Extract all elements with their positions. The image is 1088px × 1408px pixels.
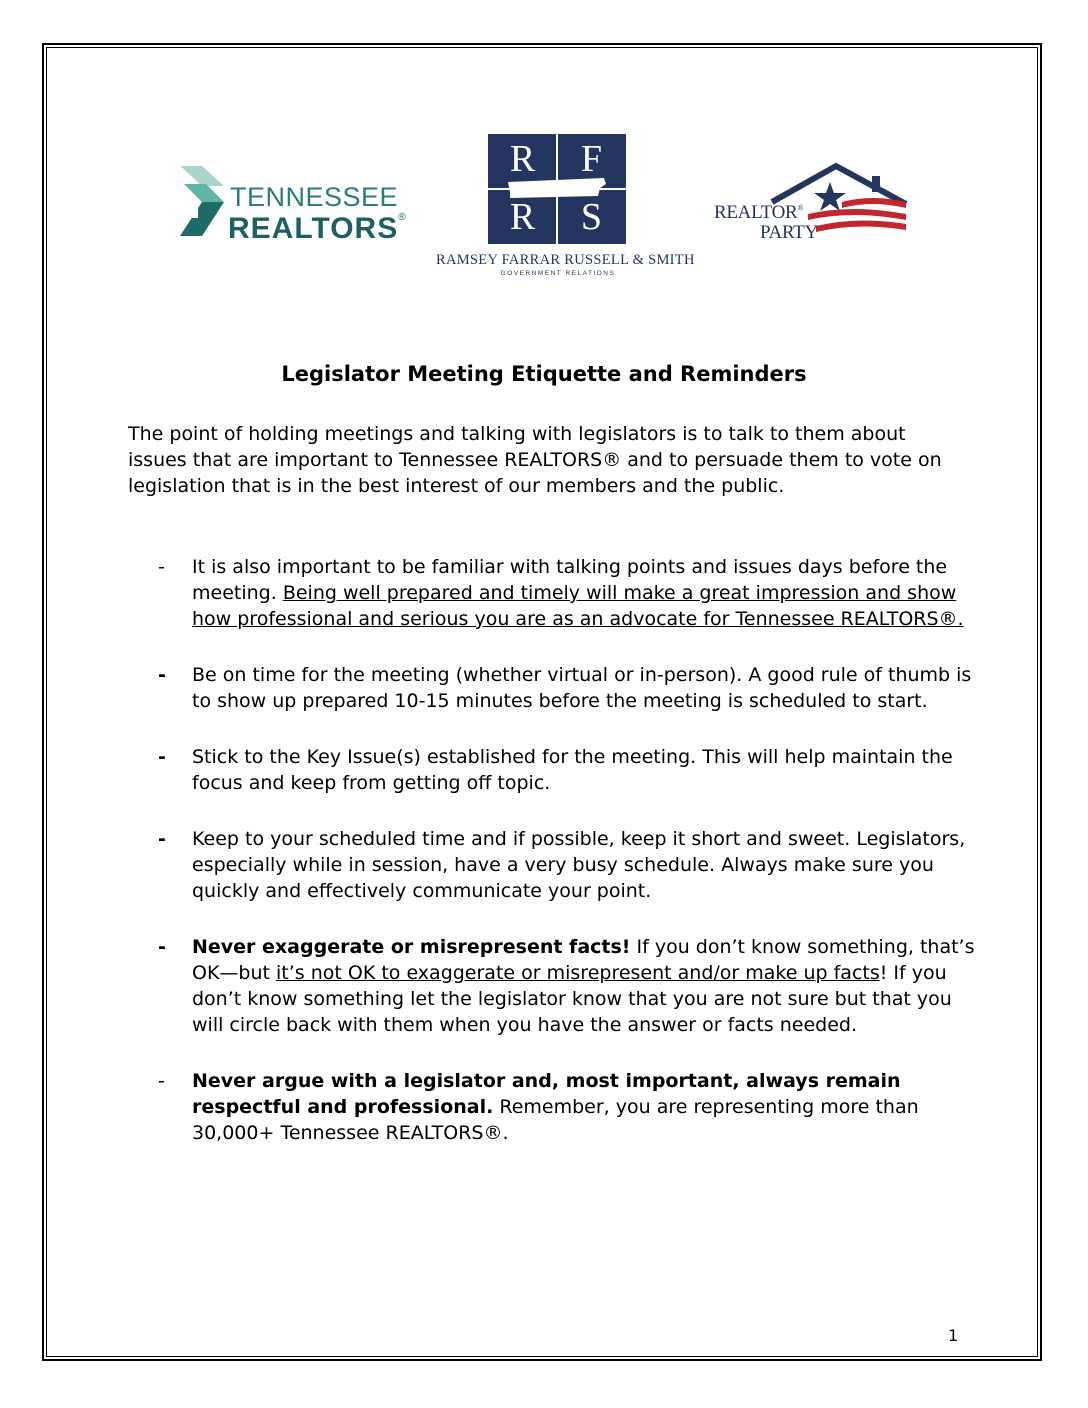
rfrs-letter-s: S <box>580 196 603 238</box>
realtor-party-line2: PARTY <box>760 222 818 243</box>
bullet-text: Be on time for the meeting (whether virtual or in-person). A good rule of thumb is to show up prepared 10-15 minutes before the meeting is scheduled to start. <box>192 664 972 712</box>
bullet-text: If you don’t know something, that’s OK—but <box>192 936 975 984</box>
tennessee-realtors-registered-mark: ® <box>398 212 407 223</box>
list-item <box>158 554 978 632</box>
tennessee-realtors-logo <box>180 166 407 245</box>
bullet-bold-text: Never argue with a legislator and, most important, always remain respectful and professional. <box>192 1070 901 1118</box>
bullet-text: Stick to the Key Issue(s) established for the meeting. This will help maintain the focus and keep from getting off topic. <box>192 746 953 794</box>
list-item <box>158 934 978 1038</box>
tennessee-realtors-line2 <box>228 212 407 246</box>
bullet-text: It is also important to be familiar with talking points and issues days before the meeting. <box>192 556 948 604</box>
list-item <box>158 1068 978 1146</box>
bullet-text: Keep to your scheduled time and if possible, keep it short and sweet. Legislators, especially while in session, have a very busy schedule. Always make sure you quickly and effectively communicate your point. <box>192 828 966 902</box>
list-item <box>158 826 978 904</box>
list-item <box>158 744 978 796</box>
bullet-dash: - <box>158 746 166 768</box>
bullet-dash: - <box>158 556 165 578</box>
tennessee-realtors-word: REALTORS <box>228 212 399 245</box>
realtor-party-line1 <box>714 202 803 224</box>
rfrs-letter-f: F <box>580 138 603 180</box>
tennessee-realtors-line1: TENNESSEE <box>230 182 399 212</box>
realtor-party-word: REALTOR <box>714 202 798 223</box>
tennessee-realtors-mark-icon <box>180 166 228 236</box>
rfrs-logo <box>436 134 695 284</box>
bullet-underlined-text: Being well prepared and timely will make a great impression and show how professional and serious you are as an advocate for Tennessee REALTORS®. <box>192 582 964 630</box>
document-title: Legislator Meeting Etiquette and Reminders <box>281 362 807 386</box>
bullet-dash: - <box>158 664 166 686</box>
bullet-underlined-text: it’s not OK to exaggerate or misrepresent and/or make up facts <box>276 962 880 984</box>
reminders-list <box>158 554 978 1146</box>
rfrs-letter-r1: R <box>509 138 536 180</box>
realtor-party-registered-mark: ® <box>797 203 804 213</box>
rfrs-subtitle: GOVERNMENT RELATIONS <box>500 270 616 277</box>
rfrs-monogram-box <box>488 134 626 244</box>
bullet-text: Remember, you are representing more than 30,000+ Tennessee REALTORS®. <box>192 1096 919 1144</box>
list-item <box>158 662 978 714</box>
bullet-dash: - <box>158 828 166 850</box>
bullet-text-continued: ! If you don’t know something let the legislator know that you are not sure but that you will circle back with them when you have the answer or facts needed. <box>192 962 952 1036</box>
bullet-dash: - <box>158 936 166 958</box>
rfrs-letter-r2: R <box>509 196 536 238</box>
bullet-bold-text: Never exaggerate or misrepresent facts! <box>192 936 631 958</box>
rfrs-firm-name: RAMSEY FARRAR RUSSELL & SMITH <box>436 252 695 268</box>
bullet-dash: - <box>158 1070 165 1092</box>
page-number: 1 <box>948 1326 959 1345</box>
realtor-party-logo <box>712 162 912 246</box>
intro-paragraph: The point of holding meetings and talking with legislators is to talk to them about issues that are important to Tennessee REALTORS® and to persuade them to vote on legislation that is in the best interest of our members and the public. <box>128 423 942 497</box>
